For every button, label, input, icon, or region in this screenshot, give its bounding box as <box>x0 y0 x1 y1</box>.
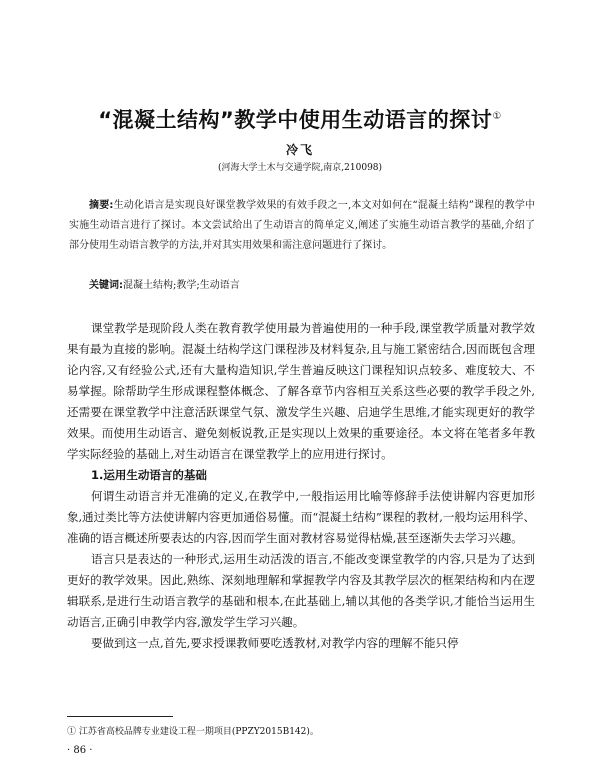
page-number: · 86 · <box>67 745 93 756</box>
title-footnote-mark: ① <box>492 111 502 122</box>
author-name: 冷飞 <box>285 143 314 157</box>
author-affiliation: (河海大学土木与交通学院,南京,210098) <box>217 163 383 173</box>
paper-title <box>40 104 560 134</box>
abstract-block <box>69 196 535 256</box>
section-heading: 1.运用生动语言的基础 <box>91 468 207 482</box>
body-text <box>67 318 535 654</box>
keywords-label: 关键词: <box>89 280 123 291</box>
footnote-divider <box>67 716 173 717</box>
title-text: “混凝土结构”教学中使用生动语言的探讨 <box>98 108 493 132</box>
body-paragraph: 语言只是表达的一种形式,运用生动活泼的语言,不能改变课堂教学的内容,只是为了达到更好的教学效果。因此,熟练、深刻地理解和掌握教学内容及其教学层次的框架结构和内在逻辑联系,是进行生动语言教学的基础和根本,在此基础上,辅以其他的各类学识,才能恰当运用生动语言,正确引申教学内容,激发学生学习兴趣。 <box>67 552 535 629</box>
keywords-block <box>89 276 529 291</box>
footnote: ① 江苏省高校品牌专业建设工程一期项目(PPZY2015B142)。 <box>67 727 319 737</box>
abstract-label: 摘要: <box>89 200 114 211</box>
body-paragraph: 课堂教学是现阶段人类在教育教学使用最为普遍使用的一种手段,课堂教学质量对教学效果有最为直接的影响。混凝土结构学这门课程涉及材料复杂,且与施工紧密结合,因而既包含理论内容,又有经验公式,还有大量构造知识,学生普遍反映这门课程知识点较多、难度较大、不易掌握。除帮助学生形成课程整体概念、了解各章节内容相互关系这些必要的教学手段之外,还需要在课堂教学中注意活跃课堂气氛、激发学生兴趣、启迪学生思维,才能实现更好的教学效果。而使用生动语言、避免刻板说教,正是实现以上效果的重要途径。本文将在笔者多年教学实际经验的基础上,对生动语言在课堂教学上的应用进行探讨。 <box>67 321 535 461</box>
body-paragraph: 要做到这一点,首先,要求授课教师要吃透教材,对教学内容的理解不能只停 <box>91 636 459 650</box>
abstract-text: 生动化语言是实现良好课堂教学效果的有效手段之一,本文对如何在“混凝土结构”课程的教学中实施生动语言进行了探讨。本文尝试给出了生动语言的简单定义,阐述了实施生动语言教学的基础,介绍了部分使用生动语言教学的方法,并对其实用效果和需注意问题进行了探讨。 <box>69 200 536 251</box>
body-paragraph: 何谓生动语言并无准确的定义,在教学中,一般指运用比喻等修辞手法使讲解内容更加形象,通过类比等方法使讲解内容更加通俗易懂。而“混凝土结构”课程的教材,一般均运用科学、准确的语言概述所要表达的内容,因而学生面对教材容易觉得枯燥,甚至逐渐失去学习兴趣。 <box>67 489 535 545</box>
keywords-text: 混凝土结构;教学;生动语言 <box>123 280 240 291</box>
